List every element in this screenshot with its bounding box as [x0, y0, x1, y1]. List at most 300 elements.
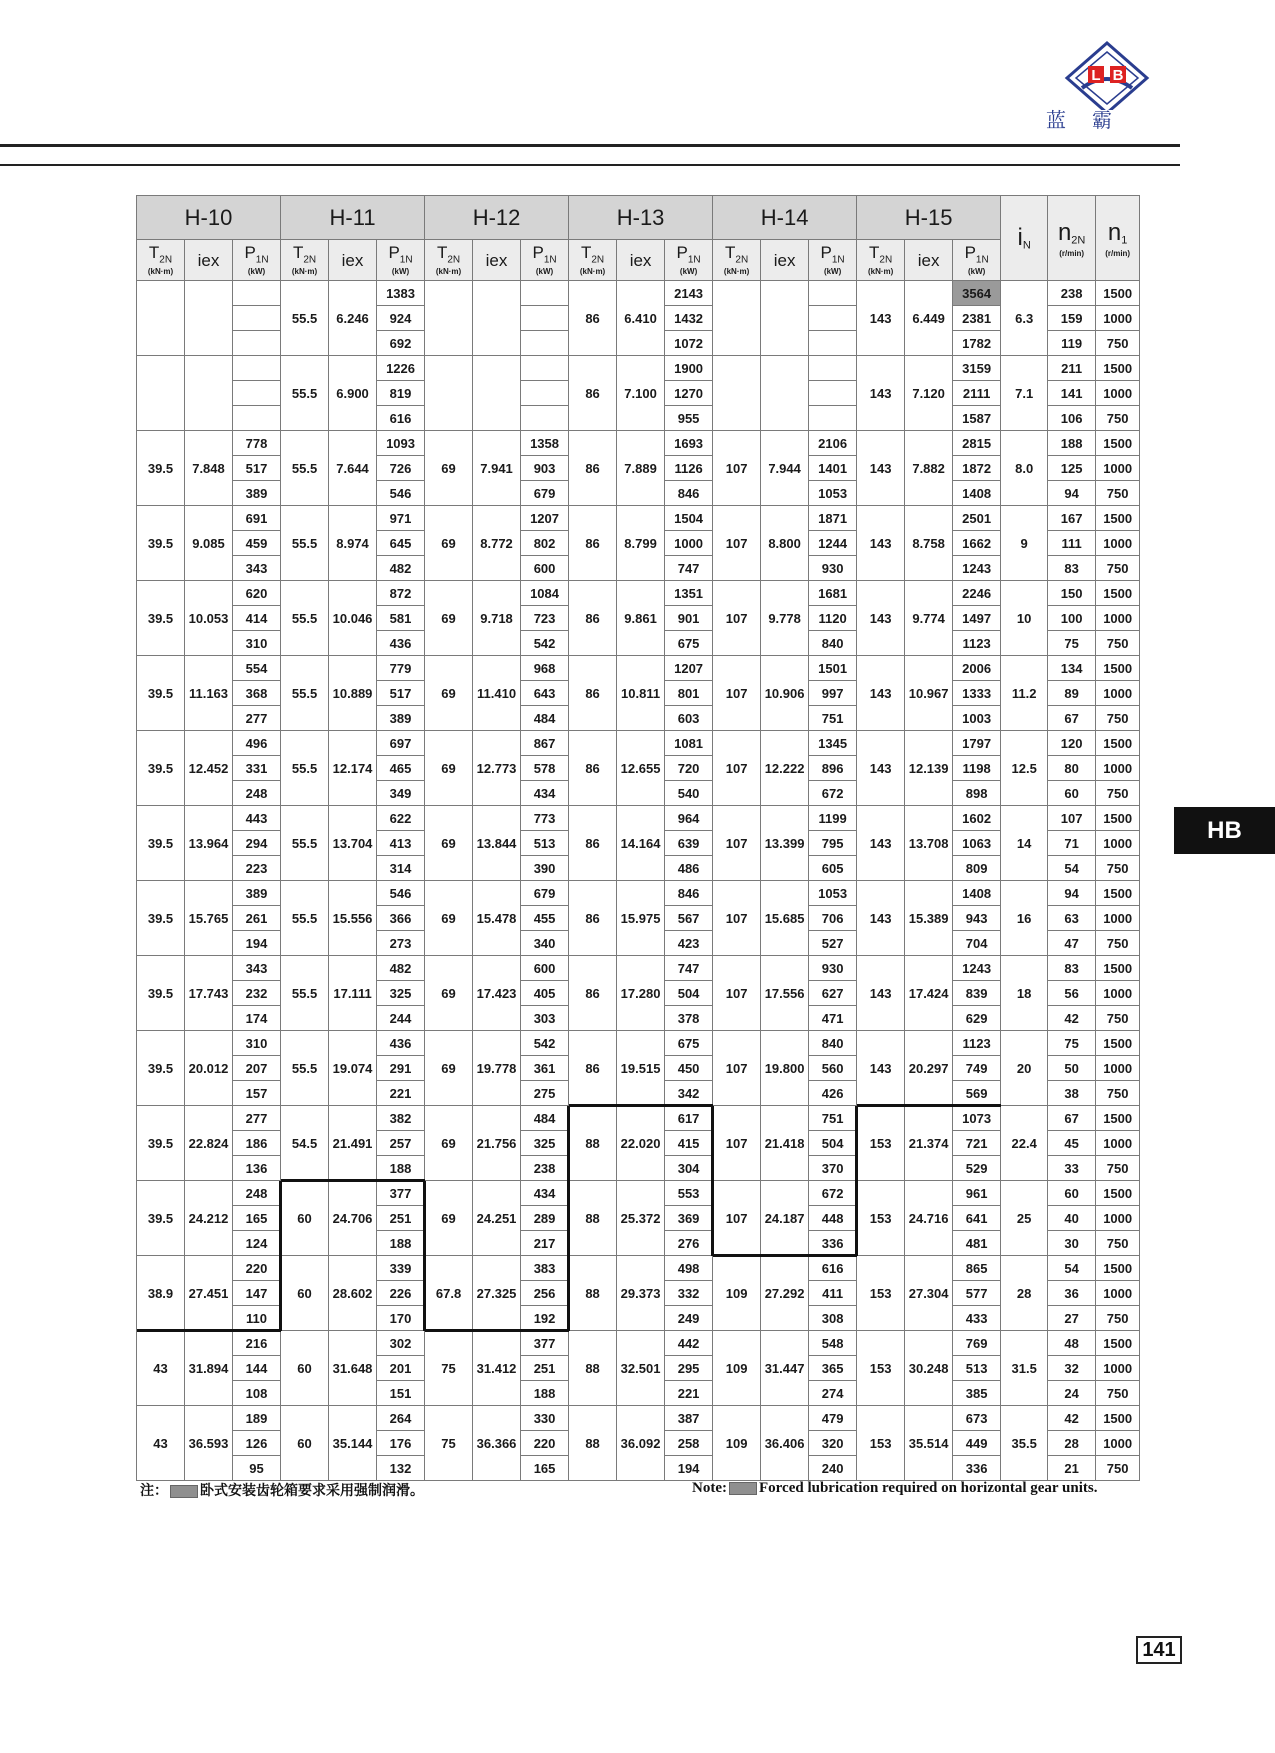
- t2n-cell: 69: [425, 656, 473, 731]
- t2n-cell: 86: [569, 656, 617, 731]
- p1n-cell: 691: [233, 506, 281, 531]
- n2n-cell: 36: [1048, 1281, 1096, 1306]
- p1n-cell: 779: [377, 656, 425, 681]
- p1n-cell: 340: [521, 931, 569, 956]
- p1n-cell: 809: [953, 856, 1001, 881]
- p1n-cell: 157: [233, 1081, 281, 1106]
- header-rule-thin: [0, 164, 1180, 166]
- p1n-cell: 390: [521, 856, 569, 881]
- p1n-cell: 554: [233, 656, 281, 681]
- p1n-cell: 277: [233, 1106, 281, 1131]
- p1n-cell: 188: [377, 1156, 425, 1181]
- p1n-cell: [809, 406, 857, 431]
- n1-cell: 1500: [1096, 656, 1140, 681]
- iex-cell: 24.187: [761, 1181, 809, 1256]
- p1n-cell: 2111: [953, 381, 1001, 406]
- p1n-cell: 2006: [953, 656, 1001, 681]
- p1n-cell: 1504: [665, 506, 713, 531]
- iex-cell: 19.515: [617, 1031, 665, 1106]
- boundary-line: [281, 1179, 425, 1182]
- p1n-cell: 2815: [953, 431, 1001, 456]
- p1n-cell: 600: [521, 556, 569, 581]
- n2n-cell: 167: [1048, 506, 1096, 531]
- table-row: [137, 1181, 1140, 1206]
- n2n-cell: 33: [1048, 1156, 1096, 1181]
- p1n-cell: 482: [377, 556, 425, 581]
- p1n-cell: 1497: [953, 606, 1001, 631]
- p1n-cell: 1063: [953, 831, 1001, 856]
- iex-cell: 36.366: [473, 1406, 521, 1481]
- p1n-cell: 778: [233, 431, 281, 456]
- n2n-cell: 50: [1048, 1056, 1096, 1081]
- t2n-header: $T_{2N}$ (kN·m): [857, 240, 905, 281]
- p1n-cell: 645: [377, 531, 425, 556]
- n2n-cell: 134: [1048, 656, 1096, 681]
- p1n-cell: 616: [809, 1256, 857, 1281]
- iex-cell: 9.778: [761, 581, 809, 656]
- t2n-cell: 153: [857, 1181, 905, 1256]
- iex-cell: 24.251: [473, 1181, 521, 1256]
- p1n-cell: 226: [377, 1281, 425, 1306]
- n2n-cell: 125: [1048, 456, 1096, 481]
- n2n-cell: 54: [1048, 856, 1096, 881]
- t2n-cell: 86: [569, 881, 617, 956]
- iex-header: iex: [761, 240, 809, 281]
- p1n-cell: 434: [521, 1181, 569, 1206]
- t2n-cell: 39.5: [137, 506, 185, 581]
- p1n-cell: 486: [665, 856, 713, 881]
- iex-cell: 13.708: [905, 806, 953, 881]
- n2N-header: $n_{2N}$ (r/min): [1048, 196, 1096, 281]
- iex-cell: 9.774: [905, 581, 953, 656]
- t2n-cell: 60: [281, 1331, 329, 1406]
- t2n-cell: 107: [713, 1031, 761, 1106]
- iex-cell: 20.012: [185, 1031, 233, 1106]
- t2n-cell: 86: [569, 506, 617, 581]
- p1n-cell: 747: [665, 956, 713, 981]
- iex-cell: 10.967: [905, 656, 953, 731]
- t2n-cell: 86: [569, 356, 617, 431]
- t2n-cell: 88: [569, 1106, 617, 1181]
- p1n-cell: 147: [233, 1281, 281, 1306]
- n1-cell: 1500: [1096, 1181, 1140, 1206]
- in-cell: 10: [1001, 581, 1048, 656]
- n1-cell: 1500: [1096, 956, 1140, 981]
- t2n-cell: 39.5: [137, 806, 185, 881]
- table-row: [137, 956, 1140, 981]
- p1n-cell: 471: [809, 1006, 857, 1031]
- t2n-cell: 86: [569, 1031, 617, 1106]
- p1n-cell: 1900: [665, 356, 713, 381]
- p1n-cell: 1871: [809, 506, 857, 531]
- p1n-cell: [809, 306, 857, 331]
- p1n-cell: 560: [809, 1056, 857, 1081]
- n2n-cell: 238: [1048, 281, 1096, 306]
- t2n-cell: 153: [857, 1331, 905, 1406]
- n1-cell: 1500: [1096, 1331, 1140, 1356]
- table-row: [137, 656, 1140, 681]
- iex-cell: 21.491: [329, 1106, 377, 1181]
- t2n-cell: 143: [857, 881, 905, 956]
- p1n-cell: 1693: [665, 431, 713, 456]
- t2n-cell: 86: [569, 956, 617, 1031]
- iex-cell: 27.292: [761, 1256, 809, 1331]
- p1n-cell: 773: [521, 806, 569, 831]
- iex-cell: 36.406: [761, 1406, 809, 1481]
- p1n-cell: 673: [953, 1406, 1001, 1431]
- p1n-cell: 377: [521, 1331, 569, 1356]
- n2n-cell: 60: [1048, 1181, 1096, 1206]
- p1n-cell: 331: [233, 756, 281, 781]
- p1n-cell: [521, 356, 569, 381]
- p1n-cell: 600: [521, 956, 569, 981]
- p1n-cell: 1126: [665, 456, 713, 481]
- n1-cell: 750: [1096, 406, 1140, 431]
- boundary-line: [137, 1329, 281, 1332]
- p1n-cell: 176: [377, 1431, 425, 1456]
- iex-cell: 15.685: [761, 881, 809, 956]
- iex-cell: [761, 356, 809, 431]
- p1n-header: $P_{1N}$ (kW): [377, 240, 425, 281]
- t2n-cell: 75: [425, 1331, 473, 1406]
- p1n-cell: 264: [377, 1406, 425, 1431]
- iex-cell: 19.800: [761, 1031, 809, 1106]
- n2n-cell: 45: [1048, 1131, 1096, 1156]
- iex-cell: [473, 281, 521, 356]
- n2n-cell: 111: [1048, 531, 1096, 556]
- p1n-cell: 385: [953, 1381, 1001, 1406]
- p1n-cell: 2246: [953, 581, 1001, 606]
- p1n-cell: 1662: [953, 531, 1001, 556]
- n1-cell: 1000: [1096, 606, 1140, 631]
- iex-cell: 22.824: [185, 1106, 233, 1181]
- p1n-cell: 361: [521, 1056, 569, 1081]
- p1n-cell: 220: [233, 1256, 281, 1281]
- p1n-cell: 304: [665, 1156, 713, 1181]
- n1-cell: 750: [1096, 556, 1140, 581]
- p1n-cell: 136: [233, 1156, 281, 1181]
- t2n-cell: 107: [713, 731, 761, 806]
- p1n-cell: 1408: [953, 481, 1001, 506]
- iex-cell: 12.222: [761, 731, 809, 806]
- iex-cell: 31.894: [185, 1331, 233, 1406]
- iex-cell: 22.020: [617, 1106, 665, 1181]
- p1n-cell: 542: [521, 1031, 569, 1056]
- p1n-cell: 389: [233, 881, 281, 906]
- t2n-cell: 39.5: [137, 431, 185, 506]
- p1n-cell: 751: [809, 706, 857, 731]
- n1-cell: 1000: [1096, 906, 1140, 931]
- t2n-cell: 55.5: [281, 431, 329, 506]
- p1n-cell: 370: [809, 1156, 857, 1181]
- p1n-cell: 801: [665, 681, 713, 706]
- table-row: [137, 506, 1140, 531]
- n2n-cell: 159: [1048, 306, 1096, 331]
- t2n-cell: 143: [857, 1031, 905, 1106]
- p1n-cell: 442: [665, 1331, 713, 1356]
- n2n-cell: 54: [1048, 1256, 1096, 1281]
- p1n-cell: 749: [953, 1056, 1001, 1081]
- p1n-cell: 232: [233, 981, 281, 1006]
- p1n-cell: 924: [377, 306, 425, 331]
- p1n-cell: 1198: [953, 756, 1001, 781]
- p1n-cell: 336: [953, 1456, 1001, 1481]
- p1n-cell: 603: [665, 706, 713, 731]
- n1-cell: 750: [1096, 781, 1140, 806]
- p1n-cell: 289: [521, 1206, 569, 1231]
- n1-cell: 1500: [1096, 881, 1140, 906]
- p1n-cell: 1053: [809, 881, 857, 906]
- p1n-cell: 723: [521, 606, 569, 631]
- p1n-cell: 1244: [809, 531, 857, 556]
- n1-cell: 1000: [1096, 681, 1140, 706]
- t2n-header: $T_{2N}$ (kN·m): [137, 240, 185, 281]
- p1n-cell: 426: [809, 1081, 857, 1106]
- p1n-cell: 2501: [953, 506, 1001, 531]
- section-tab-hb[interactable]: HB: [1174, 807, 1275, 854]
- p1n-cell: 679: [521, 881, 569, 906]
- p1n-cell: 542: [521, 631, 569, 656]
- p1n-cell: 1093: [377, 431, 425, 456]
- p1n-cell: 675: [665, 631, 713, 656]
- p1n-cell: 997: [809, 681, 857, 706]
- t2n-cell: 69: [425, 431, 473, 506]
- n2n-cell: 60: [1048, 781, 1096, 806]
- p1n-cell: 320: [809, 1431, 857, 1456]
- p1n-cell: 207: [233, 1056, 281, 1081]
- p1n-cell: 275: [521, 1081, 569, 1106]
- p1n-cell: 943: [953, 906, 1001, 931]
- n1-cell: 750: [1096, 1006, 1140, 1031]
- p1n-cell: 1501: [809, 656, 857, 681]
- iex-cell: 30.248: [905, 1331, 953, 1406]
- t2n-cell: 54.5: [281, 1106, 329, 1181]
- model-header: H-11: [281, 196, 425, 240]
- n2n-cell: 75: [1048, 1031, 1096, 1056]
- p1n-cell: 1073: [953, 1106, 1001, 1131]
- t2n-cell: 107: [713, 506, 761, 581]
- table-row: [137, 1331, 1140, 1356]
- p1n-cell: 174: [233, 1006, 281, 1031]
- note-cn: [140, 1480, 424, 1500]
- iex-cell: 12.452: [185, 731, 233, 806]
- p1n-cell: 617: [665, 1106, 713, 1131]
- n1-cell: 1500: [1096, 506, 1140, 531]
- p1n-cell: 310: [233, 1031, 281, 1056]
- p1n-cell: 240: [809, 1456, 857, 1481]
- p1n-cell: 1226: [377, 356, 425, 381]
- n2n-cell: 89: [1048, 681, 1096, 706]
- n1-cell: 1500: [1096, 431, 1140, 456]
- t2n-cell: 143: [857, 581, 905, 656]
- t2n-cell: 39.5: [137, 656, 185, 731]
- iex-cell: [185, 356, 233, 431]
- note-swatch-en: [729, 1482, 757, 1495]
- iex-cell: 27.325: [473, 1256, 521, 1331]
- t2n-cell: 143: [857, 806, 905, 881]
- t2n-cell: 143: [857, 731, 905, 806]
- in-cell: 6.3: [1001, 281, 1048, 356]
- n2n-cell: 48: [1048, 1331, 1096, 1356]
- p1n-cell: 769: [953, 1331, 1001, 1356]
- p1n-cell: 1081: [665, 731, 713, 756]
- p1n-cell: 443: [233, 806, 281, 831]
- n2n-cell: 100: [1048, 606, 1096, 631]
- p1n-cell: 479: [809, 1406, 857, 1431]
- p1n-cell: [233, 406, 281, 431]
- n1-cell: 750: [1096, 481, 1140, 506]
- t2n-header: $T_{2N}$ (kN·m): [281, 240, 329, 281]
- p1n-cell: [521, 306, 569, 331]
- iex-cell: 11.163: [185, 656, 233, 731]
- in-cell: 14: [1001, 806, 1048, 881]
- p1n-cell: 273: [377, 931, 425, 956]
- p1n-cell: 795: [809, 831, 857, 856]
- p1n-cell: 126: [233, 1431, 281, 1456]
- in-cell: 22.4: [1001, 1106, 1048, 1181]
- iex-cell: 6.900: [329, 356, 377, 431]
- p1n-cell: 569: [953, 1081, 1001, 1106]
- p1n-cell: 605: [809, 856, 857, 881]
- iex-cell: 17.280: [617, 956, 665, 1031]
- iex-cell: 8.799: [617, 506, 665, 581]
- n2n-cell: 119: [1048, 331, 1096, 356]
- p1n-cell: 251: [377, 1206, 425, 1231]
- p1n-cell: 529: [953, 1156, 1001, 1181]
- p1n-cell: [809, 331, 857, 356]
- p1n-cell: 249: [665, 1306, 713, 1331]
- n2n-cell: 94: [1048, 481, 1096, 506]
- note-swatch: [170, 1485, 198, 1498]
- t2n-cell: 55.5: [281, 281, 329, 356]
- p1n-header: $P_{1N}$ (kW): [665, 240, 713, 281]
- iex-cell: 20.297: [905, 1031, 953, 1106]
- n1-cell: 750: [1096, 856, 1140, 881]
- n2n-cell: 67: [1048, 706, 1096, 731]
- p1n-cell: 898: [953, 781, 1001, 806]
- p1n-cell: 1199: [809, 806, 857, 831]
- p1n-cell: 223: [233, 856, 281, 881]
- boundary-line: [567, 1106, 570, 1331]
- n1-cell: 1000: [1096, 756, 1140, 781]
- p1n-cell: 1345: [809, 731, 857, 756]
- n1-cell: 750: [1096, 1456, 1140, 1481]
- p1n-cell: 415: [665, 1131, 713, 1156]
- t2n-cell: 38.9: [137, 1256, 185, 1331]
- p1n-cell: 867: [521, 731, 569, 756]
- p1n-cell: 692: [377, 331, 425, 356]
- p1n-cell: 251: [521, 1356, 569, 1381]
- iex-cell: 17.743: [185, 956, 233, 1031]
- p1n-cell: 964: [665, 806, 713, 831]
- table-row: [137, 1406, 1140, 1431]
- p1n-cell: 277: [233, 706, 281, 731]
- n1-cell: 1000: [1096, 1131, 1140, 1156]
- note-cn-prefix: 注：: [140, 1483, 168, 1499]
- boundary-line: [423, 1181, 426, 1331]
- p1n-cell: 1123: [953, 631, 1001, 656]
- p1n-cell: 325: [521, 1131, 569, 1156]
- p1n-cell: 616: [377, 406, 425, 431]
- iex-cell: 10.046: [329, 581, 377, 656]
- p1n-cell: 465: [377, 756, 425, 781]
- table-row: [137, 356, 1140, 381]
- n2n-cell: 107: [1048, 806, 1096, 831]
- p1n-cell: 244: [377, 1006, 425, 1031]
- model-header: H-15: [857, 196, 1001, 240]
- t2n-cell: 39.5: [137, 581, 185, 656]
- n2n-cell: 42: [1048, 1006, 1096, 1031]
- boundary-line: [711, 1106, 714, 1256]
- p1n-cell: 1383: [377, 281, 425, 306]
- iex-header: iex: [329, 240, 377, 281]
- iex-cell: 6.410: [617, 281, 665, 356]
- p1n-cell: 302: [377, 1331, 425, 1356]
- iex-cell: 7.889: [617, 431, 665, 506]
- t2n-cell: 143: [857, 281, 905, 356]
- note-en-prefix: Note:: [692, 1480, 727, 1496]
- p1n-cell: 513: [521, 831, 569, 856]
- p1n-cell: 303: [521, 1006, 569, 1031]
- iex-cell: 15.556: [329, 881, 377, 956]
- p1n-cell: 802: [521, 531, 569, 556]
- p1n-cell: 383: [521, 1256, 569, 1281]
- iex-cell: 17.111: [329, 956, 377, 1031]
- n2n-cell: 24: [1048, 1381, 1096, 1406]
- p1n-header: $P_{1N}$ (kW): [809, 240, 857, 281]
- table-row: [137, 731, 1140, 756]
- n1-cell: 1500: [1096, 281, 1140, 306]
- p1n-cell: 378: [665, 1006, 713, 1031]
- iex-cell: 7.100: [617, 356, 665, 431]
- p1n-cell: [233, 306, 281, 331]
- t2n-cell: 55.5: [281, 581, 329, 656]
- gear-unit-spec-table: [136, 195, 1140, 1481]
- in-cell: 35.5: [1001, 1406, 1048, 1481]
- boundary-line: [713, 1254, 857, 1257]
- n1-cell: 1000: [1096, 981, 1140, 1006]
- p1n-cell: 840: [809, 631, 857, 656]
- svg-text:L: L: [1091, 67, 1101, 84]
- in-cell: 7.1: [1001, 356, 1048, 431]
- n1-cell: 1000: [1096, 1056, 1140, 1081]
- n1-cell: 1500: [1096, 1106, 1140, 1131]
- p1n-cell: 1432: [665, 306, 713, 331]
- t2n-cell: 39.5: [137, 1031, 185, 1106]
- t2n-cell: 69: [425, 881, 473, 956]
- p1n-cell: 144: [233, 1356, 281, 1381]
- p1n-cell: 641: [953, 1206, 1001, 1231]
- t2n-cell: 55.5: [281, 731, 329, 806]
- n2n-cell: 94: [1048, 881, 1096, 906]
- iex-cell: 9.861: [617, 581, 665, 656]
- p1n-cell: 3159: [953, 356, 1001, 381]
- p1n-cell: 310: [233, 631, 281, 656]
- p1n-cell: 124: [233, 1231, 281, 1256]
- iex-cell: 27.451: [185, 1256, 233, 1331]
- p1n-cell: 1120: [809, 606, 857, 631]
- p1n-cell: 484: [521, 706, 569, 731]
- p1n-cell: 546: [377, 481, 425, 506]
- page-number: 141: [1136, 1636, 1182, 1664]
- p1n-cell: 188: [377, 1231, 425, 1256]
- p1n-cell: 672: [809, 781, 857, 806]
- p1n-cell: 720: [665, 756, 713, 781]
- p1n-cell: 706: [809, 906, 857, 931]
- iex-header: iex: [473, 240, 521, 281]
- iex-cell: 8.800: [761, 506, 809, 581]
- p1n-cell: 342: [665, 1081, 713, 1106]
